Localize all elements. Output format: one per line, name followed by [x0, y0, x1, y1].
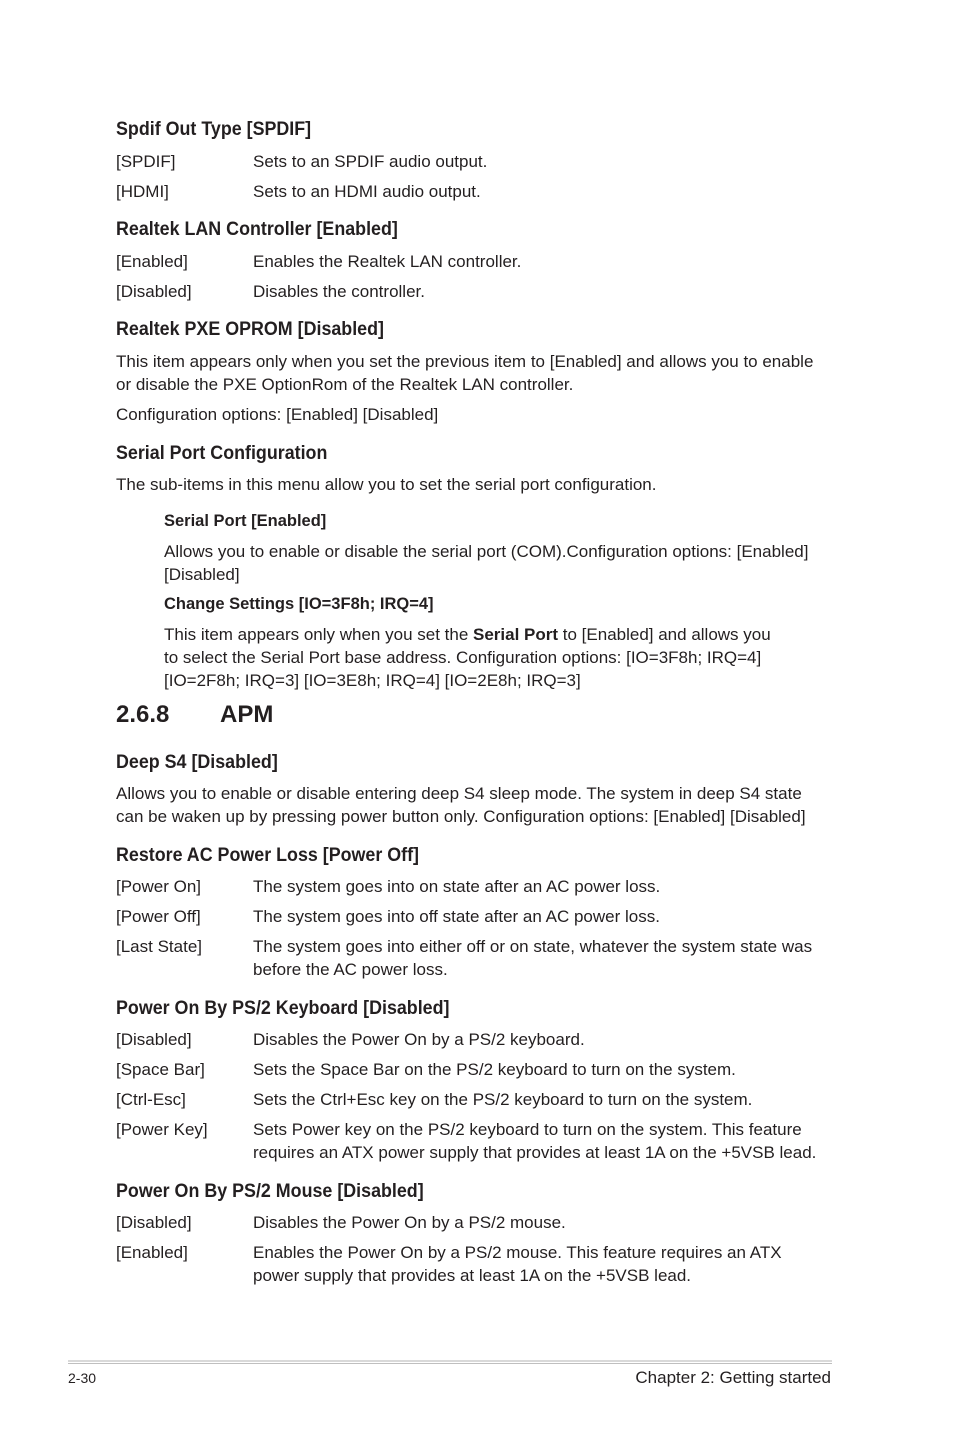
option-row — [116, 1241, 832, 1287]
option-key: [Disabled] — [116, 1213, 192, 1232]
section-number: 2.6.8 — [116, 701, 170, 728]
option-key: [Disabled] — [116, 282, 192, 301]
paragraph-line: [IO=2F8h; IRQ=3] [IO=3E8h; IRQ=4] [IO=2E8h; IRQ=3] — [164, 671, 581, 690]
desc-line: requires an ATX power supply that provides at least 1A on the +5VSB lead. — [253, 1143, 817, 1162]
option-desc — [253, 1241, 832, 1287]
section-heading: Serial Port Configuration — [116, 443, 328, 464]
option-key: [Power Off] — [116, 907, 201, 926]
desc-line: Enables the Power On by a PS/2 mouse. This feature requires an ATX — [253, 1243, 782, 1262]
paragraph-line: or disable the PXE OptionRom of the Realtek LAN controller. — [116, 375, 574, 394]
option-row — [116, 1088, 832, 1111]
option-key: [SPDIF] — [116, 152, 176, 171]
option-key: [Power Key] — [116, 1120, 208, 1139]
option-row — [116, 1058, 832, 1081]
option-desc: Sets to an SPDIF audio output. — [253, 152, 488, 171]
option-desc: Disables the Power On by a PS/2 keyboard. — [253, 1030, 585, 1049]
paragraph-line: Allows you to enable or disable the serial port (COM).Configuration options: [Enabled] — [164, 542, 809, 561]
desc-line: Sets Power key on the PS/2 keyboard to turn on the system. This feature — [253, 1120, 802, 1139]
section-heading: Deep S4 [Disabled] — [116, 752, 278, 773]
option-row — [116, 1211, 832, 1234]
section-heading: Restore AC Power Loss [Power Off] — [116, 845, 420, 866]
page-number: 2-30 — [68, 1370, 97, 1386]
footer-divider — [68, 1360, 832, 1362]
text-run: to [Enabled] and allows you — [558, 625, 771, 644]
option-row — [116, 250, 832, 273]
option-key: [Enabled] — [116, 252, 188, 271]
chapter-section-title — [116, 700, 273, 730]
paragraph-line: The sub-items in this menu allow you to set the serial port configuration. — [116, 475, 657, 494]
section-heading: Power On By PS/2 Keyboard [Disabled] — [116, 998, 450, 1019]
option-desc: Enables the Realtek LAN controller. — [253, 252, 522, 271]
bold-term: Serial Port — [473, 625, 559, 644]
spdif-section — [116, 118, 324, 142]
option-row — [116, 150, 832, 173]
option-desc — [253, 1118, 832, 1164]
option-key: [Last State] — [116, 937, 202, 956]
option-row — [116, 180, 832, 203]
subsection-heading: Serial Port [Enabled] — [164, 512, 327, 530]
option-desc — [253, 935, 832, 981]
option-desc: Sets the Ctrl+Esc key on the PS/2 keyboard to turn on the system. — [253, 1090, 753, 1109]
option-row — [116, 935, 832, 981]
option-desc: The system goes into on state after an AC power loss. — [253, 877, 661, 896]
paragraph-line: Allows you to enable or disable entering deep S4 sleep mode. The system in deep S4 state — [116, 784, 802, 803]
footer-divider — [68, 1363, 832, 1364]
desc-line: The system goes into either off or on state, whatever the system state was — [253, 937, 813, 956]
option-desc: Disables the Power On by a PS/2 mouse. — [253, 1213, 566, 1232]
section-heading: Realtek PXE OPROM [Disabled] — [116, 319, 384, 340]
section-title: APM — [220, 701, 274, 728]
section-heading: Spdif Out Type [SPDIF] — [116, 119, 312, 140]
option-row — [116, 1028, 832, 1051]
option-key: [Power On] — [116, 877, 202, 896]
paragraph-line: This item appears only when you set the previous item to [Enabled] and allows you to enable — [116, 352, 814, 371]
paragraph-line: to select the Serial Port base address. Configuration options: [IO=3F8h; IRQ=4] — [164, 648, 762, 667]
section-heading: Power On By PS/2 Mouse [Disabled] — [116, 1181, 424, 1202]
option-row — [116, 875, 832, 898]
section-heading: Realtek LAN Controller [Enabled] — [116, 219, 398, 240]
subsection-heading: Change Settings [IO=3F8h; IRQ=4] — [164, 595, 434, 613]
option-row — [116, 280, 832, 303]
text-run: This item appears only when you set the — [164, 625, 473, 644]
paragraph-line: can be waken up by pressing power button only. Configuration options: [Enabled] [Disabled] — [116, 807, 806, 826]
option-row — [116, 905, 832, 928]
option-key: [Disabled] — [116, 1030, 192, 1049]
option-key: [Enabled] — [116, 1243, 188, 1262]
chapter-label: Chapter 2: Getting started — [635, 1368, 831, 1387]
paragraph-line: [Disabled] — [164, 565, 240, 584]
option-desc: Sets the Space Bar on the PS/2 keyboard to turn on the system. — [253, 1060, 736, 1079]
option-key: [Ctrl-Esc] — [116, 1090, 186, 1109]
option-row — [116, 1118, 832, 1164]
option-key: [Space Bar] — [116, 1060, 205, 1079]
option-desc: Disables the controller. — [253, 282, 425, 301]
option-desc: The system goes into off state after an AC power loss. — [253, 907, 660, 926]
paragraph-line — [164, 623, 771, 646]
paragraph-line: Configuration options: [Enabled] [Disabled] — [116, 405, 439, 424]
option-key: [HDMI] — [116, 182, 169, 201]
desc-line: before the AC power loss. — [253, 960, 448, 979]
option-desc: Sets to an HDMI audio output. — [253, 182, 481, 201]
desc-line: power supply that provides at least 1A on the +5VSB lead. — [253, 1266, 692, 1285]
